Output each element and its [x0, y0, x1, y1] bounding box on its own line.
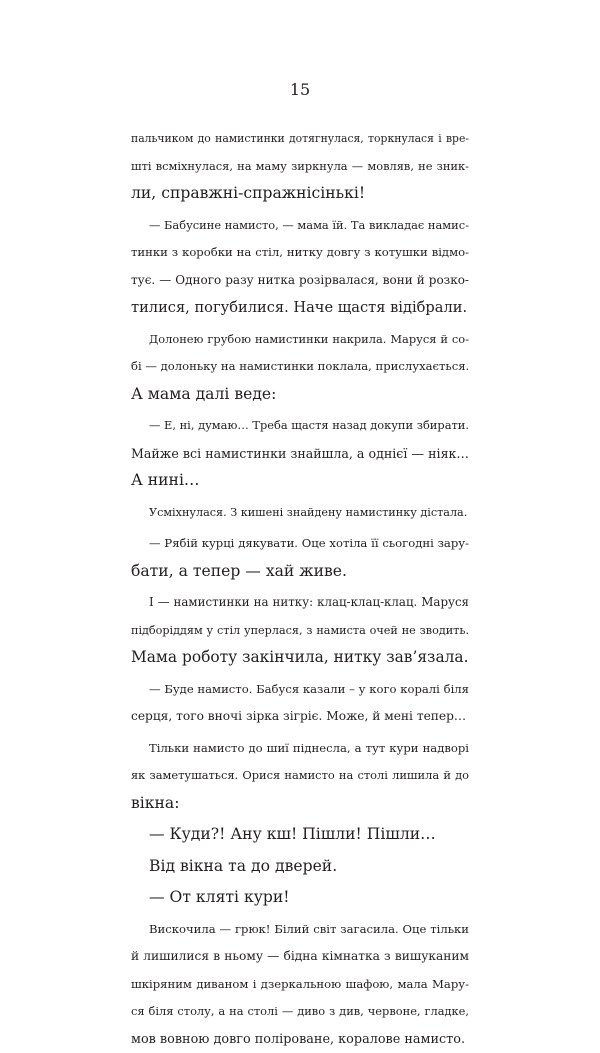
- text-line: — Рябій курці дякувати. Оце хотіла її сьогодні зару-: [131, 530, 469, 558]
- text-line: підборіддям у стіл уперлася, з намиста очей не зводить.: [131, 617, 469, 645]
- body-text: [131, 125, 469, 1053]
- text-line: — Бабусине намисто, — мама їй. Та викладає намис-: [131, 212, 469, 240]
- text-line: А мама далі веде:: [131, 381, 469, 409]
- text-line: ли, справжні-спражнісінькі!: [131, 180, 469, 208]
- text-line: як заметушаться. Орися намисто на столі лишила й до: [131, 762, 469, 790]
- text-line: — Буде намисто. Бабуся казали – у кого коралі біля: [131, 676, 469, 704]
- text-line: — Куди?! Ану кш! Пішли! Пішли…: [131, 821, 469, 849]
- text-line: шті всміхнулася, на маму зиркнула — мовляв, не зник-: [131, 153, 469, 181]
- text-line: ся біля столу, а на столі — диво з див, червоне, гладке,: [131, 998, 469, 1026]
- text-line: бати, а тепер — хай живе.: [131, 558, 469, 586]
- text-line: тилися, погубилися. Наче щастя відібрали.: [131, 294, 469, 322]
- text-line: — От кляті кури!: [131, 884, 469, 912]
- text-line: тує. — Одного разу нитка розірвалася, вони й розко-: [131, 267, 469, 295]
- text-line: Тільки намисто до шиї піднесла, а тут кури надворі: [131, 735, 469, 763]
- text-line: — Е, ні, думаю… Треба щастя назад докупи збирати.: [131, 412, 469, 440]
- text-line: Усміхнулася. З кишені знайдену намистинку дістала.: [131, 499, 469, 527]
- text-line: й лишилися в ньому — бідна кімнатка з вишуканим: [131, 943, 469, 971]
- page-number: 15: [0, 78, 600, 102]
- text-line: Мама роботу закінчила, нитку зав’язала.: [131, 644, 469, 672]
- text-line: А нині…: [131, 467, 469, 495]
- text-line: мов вовною довго поліроване, коралове намисто.: [131, 1026, 469, 1053]
- text-line: пальчиком до намистинки дотягнулася, торкнулася і вре-: [131, 125, 469, 153]
- text-line: І — намистинки на нитку: клац-клац-клац. Маруся: [131, 589, 469, 617]
- text-line: Вискочила — грюк! Білий світ загасила. Оце тільки: [131, 916, 469, 944]
- text-line: тинки з коробки на стіл, нитку довгу з котушки відмо-: [131, 239, 469, 267]
- text-line: шкіряним диваном і дзеркальною шафою, мала Мару-: [131, 971, 469, 999]
- text-line: Майже всі намистинки знайшла, а однієї — ніяк…: [131, 440, 469, 468]
- text-line: Долонею грубою намистинки накрила. Маруся й со-: [131, 326, 469, 354]
- text-line: Від вікна та до дверей.: [131, 853, 469, 881]
- text-line: вікна:: [131, 790, 469, 818]
- text-line: серця, того вночі зірка зігріє. Може, й мені тепер…: [131, 703, 469, 731]
- text-line: бі — долоньку на намистинки поклала, прислухається.: [131, 353, 469, 381]
